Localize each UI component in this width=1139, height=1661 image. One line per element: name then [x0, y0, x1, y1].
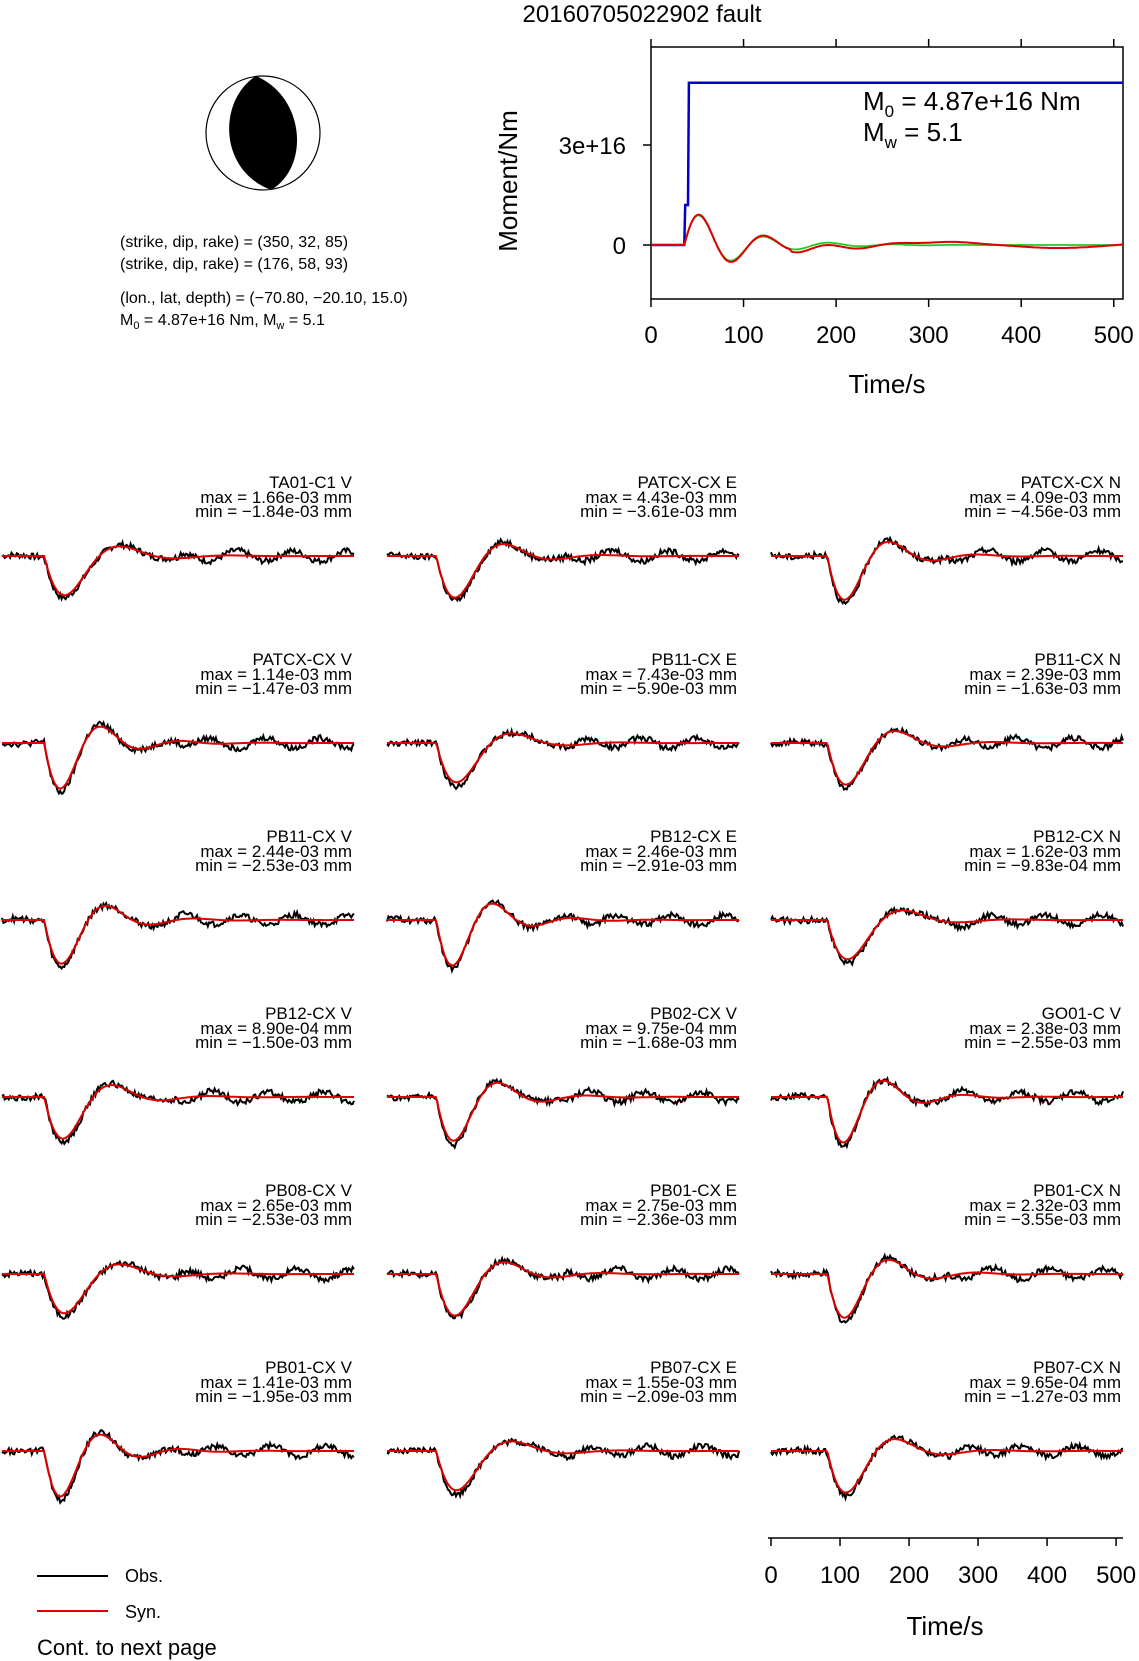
trace-station-label: PATCX-CX V — [252, 650, 352, 669]
trace-observed-line — [2, 1081, 354, 1144]
trace-max-label: max = 2.75e-03 mm — [585, 1196, 737, 1215]
moment-xtick-label: 100 — [723, 322, 764, 349]
trace-synthetic-line — [2, 1264, 354, 1313]
trace-panel — [771, 1181, 1123, 1322]
trace-station-label: PB12-CX N — [1033, 827, 1121, 846]
moment-mw-annotation: $M_w = 5.1$ — [863, 117, 963, 152]
trace-station-label: PB12-CX V — [265, 1004, 352, 1023]
footer-continue-note: Cont. to next page — [37, 1635, 217, 1660]
moment-ytick-0: 0 — [612, 233, 626, 260]
legend-syn-label: Syn. — [125, 1602, 162, 1622]
trace-panel — [387, 473, 739, 600]
trace-panel — [2, 1004, 354, 1144]
moment-ylabel: Moment/Nm — [493, 110, 523, 252]
trace-station-label: PB12-CX E — [650, 827, 737, 846]
trace-max-label: max = 2.38e-03 mm — [969, 1019, 1121, 1038]
trace-panel — [387, 1358, 739, 1496]
trace-min-label: min = −5.90e-03 mm — [580, 679, 737, 698]
trace-axis-xlabel: Time/s — [906, 1611, 984, 1641]
trace-panel — [771, 1004, 1123, 1147]
trace-min-label: min = −2.91e-03 mm — [580, 856, 737, 875]
figure-title: 20160705022902 fault — [522, 1, 762, 28]
waveform-traces — [2, 473, 1123, 1503]
trace-panel — [2, 650, 354, 794]
trace-max-label: max = 4.09e-03 mm — [969, 488, 1121, 507]
trace-panel — [2, 1181, 354, 1319]
trace-station-label: PATCX-CX E — [637, 473, 737, 492]
mechanism-line-1: (strike, dip, rake) = (350, 32, 85) — [120, 234, 349, 251]
trace-max-label: max = 4.43e-03 mm — [585, 488, 737, 507]
trace-station-label: PB11-CX N — [1034, 650, 1121, 669]
trace-station-label: PB07-CX N — [1033, 1358, 1121, 1377]
moment-plot — [493, 39, 1134, 399]
trace-station-label: PB01-CX N — [1033, 1181, 1121, 1200]
moment-ytick-3e16: 3e+16 — [558, 133, 626, 160]
trace-panel — [387, 650, 739, 789]
trace-panel — [387, 1004, 739, 1148]
trace-min-label: min = −2.53e-03 mm — [195, 856, 352, 875]
trace-panel — [2, 473, 354, 599]
trace-max-label: max = 2.32e-03 mm — [969, 1196, 1121, 1215]
trace-synthetic-line — [2, 1085, 354, 1139]
trace-axis-tick-label: 0 — [764, 1562, 778, 1589]
trace-min-label: min = −4.56e-03 mm — [964, 502, 1121, 521]
moment-xlabel: Time/s — [848, 369, 926, 399]
trace-time-axis — [764, 1538, 1136, 1641]
trace-panel — [771, 650, 1123, 790]
moment-xtick-label: 200 — [816, 322, 857, 349]
trace-max-label: max = 1.66e-03 mm — [200, 488, 352, 507]
trace-synthetic-line — [771, 542, 1123, 600]
trace-axis-tick-label: 300 — [958, 1562, 999, 1589]
trace-min-label: min = −1.63e-03 mm — [964, 679, 1121, 698]
trace-observed-line — [771, 1255, 1123, 1322]
trace-max-label: max = 1.55e-03 mm — [585, 1373, 737, 1392]
trace-max-label: max = 9.75e-04 mm — [585, 1019, 737, 1038]
trace-station-label: TA01-C1 V — [269, 473, 352, 492]
trace-station-label: PB01-CX E — [650, 1181, 737, 1200]
trace-observed-line — [771, 1079, 1123, 1147]
trace-synthetic-line — [2, 1435, 354, 1497]
trace-observed-line — [771, 538, 1123, 604]
trace-station-label: PB08-CX V — [265, 1181, 352, 1200]
trace-min-label: min = −2.53e-03 mm — [195, 1210, 352, 1229]
trace-axis-tick-label: 200 — [889, 1562, 930, 1589]
trace-observed-line — [387, 731, 739, 789]
trace-panel — [771, 1358, 1123, 1498]
trace-synthetic-line — [387, 544, 739, 598]
trace-panel — [387, 1181, 739, 1318]
trace-synthetic-line — [387, 1083, 739, 1141]
mechanism-line-3: (lon., lat, depth) = (−70.80, −20.10, 15.0) — [120, 290, 408, 307]
moment-xtick-label: 0 — [644, 322, 658, 349]
trace-min-label: min = −1.68e-03 mm — [580, 1033, 737, 1052]
moment-filtered-red-line — [651, 215, 1123, 262]
moment-xtick-label: 400 — [1001, 322, 1042, 349]
legend-obs-label: Obs. — [125, 1566, 164, 1586]
trace-min-label: min = −3.61e-03 mm — [580, 502, 737, 521]
trace-max-label: max = 2.39e-03 mm — [969, 665, 1121, 684]
trace-min-label: min = −9.83e-04 mm — [964, 856, 1121, 875]
trace-synthetic-line — [387, 1262, 739, 1316]
trace-min-label: min = −1.84e-03 mm — [195, 502, 352, 521]
trace-panel — [2, 1358, 354, 1503]
trace-min-label: min = −1.50e-03 mm — [195, 1033, 352, 1052]
trace-min-label: min = −2.55e-03 mm — [964, 1033, 1121, 1052]
trace-min-label: min = −2.09e-03 mm — [580, 1387, 737, 1406]
trace-station-label: GO01-C V — [1041, 1004, 1121, 1023]
trace-max-label: max = 1.14e-03 mm — [200, 665, 352, 684]
trace-max-label: max = 1.62e-03 mm — [969, 842, 1121, 861]
trace-axis-tick-label: 500 — [1096, 1562, 1137, 1589]
trace-min-label: min = −1.95e-03 mm — [195, 1387, 352, 1406]
trace-max-label: max = 2.46e-03 mm — [585, 842, 737, 861]
trace-observed-line — [387, 1439, 739, 1496]
trace-station-label: PB07-CX E — [650, 1358, 737, 1377]
trace-max-label: max = 1.41e-03 mm — [200, 1373, 352, 1392]
focal-mechanism-beachball — [206, 76, 320, 190]
trace-station-label: PB01-CX V — [265, 1358, 352, 1377]
trace-panel — [2, 827, 354, 969]
trace-max-label: max = 8.90e-04 mm — [200, 1019, 352, 1038]
trace-station-label: PB11-CX E — [651, 650, 737, 669]
moment-xtick-label: 300 — [908, 322, 949, 349]
trace-observed-line — [771, 1436, 1123, 1499]
trace-observed-line — [2, 1262, 354, 1319]
trace-axis-tick-label: 100 — [819, 1562, 861, 1589]
trace-axis-tick-label: 400 — [1027, 1562, 1068, 1589]
trace-max-label: max = 9.65e-04 mm — [969, 1373, 1121, 1392]
trace-panel — [387, 827, 739, 971]
trace-min-label: min = −1.27e-03 mm — [964, 1387, 1121, 1406]
legend — [37, 1566, 163, 1622]
trace-synthetic-line — [2, 727, 354, 789]
trace-station-label: PB02-CX V — [650, 1004, 737, 1023]
moment-xtick-label: 500 — [1093, 322, 1134, 349]
trace-panel — [771, 827, 1123, 964]
trace-observed-line — [771, 908, 1123, 964]
mechanism-moment-line: $M_0 = 4.87e+16$ Nm, $M_w = 5.1$ — [120, 312, 325, 332]
trace-synthetic-line — [771, 910, 1123, 959]
moment-m0-annotation: $M_0 = 4.87e+16$ Nm — [863, 86, 1081, 121]
trace-synthetic-line — [387, 1441, 739, 1490]
trace-station-label: PATCX-CX N — [1020, 473, 1121, 492]
trace-min-label: min = −2.36e-03 mm — [580, 1210, 737, 1229]
trace-max-label: max = 2.44e-03 mm — [200, 842, 352, 861]
trace-station-label: PB11-CX V — [266, 827, 352, 846]
trace-max-label: max = 7.43e-03 mm — [585, 665, 737, 684]
trace-synthetic-line — [387, 904, 739, 966]
trace-observed-line — [2, 542, 354, 599]
trace-panel — [771, 473, 1123, 604]
trace-min-label: min = −3.55e-03 mm — [964, 1210, 1121, 1229]
mechanism-line-2: (strike, dip, rake) = (176, 58, 93) — [120, 256, 349, 273]
trace-observed-line — [771, 729, 1123, 790]
trace-max-label: max = 2.65e-03 mm — [200, 1196, 352, 1215]
trace-min-label: min = −1.47e-03 mm — [195, 679, 352, 698]
moment-plot-frame — [651, 47, 1123, 299]
